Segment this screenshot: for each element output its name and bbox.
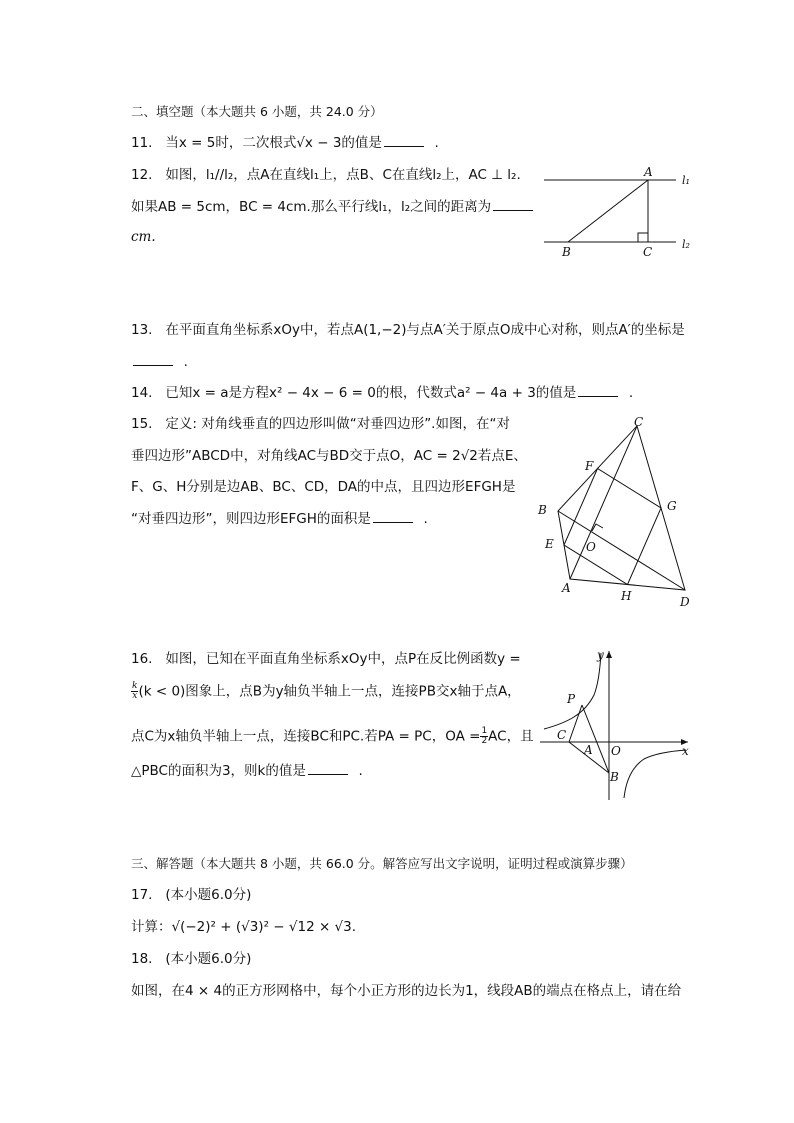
q14-answer-blank[interactable] — [578, 384, 618, 397]
q15-label-g: G — [667, 499, 677, 513]
q16-line-3a: 点C为x轴负半轴上一点，连接BC和PC.若PA = PC，OA = — [131, 728, 481, 745]
question-16-line-3 — [131, 727, 534, 746]
q12-line-1: 如图，l₁//l₂，点A在直线l₁上，点B、C在直线l₂上，AC ⊥ l₂. — [165, 167, 521, 183]
q15-label-c: C — [634, 415, 644, 429]
q13-answer-blank[interactable] — [133, 353, 173, 366]
q12-label-l1: l₁ — [682, 174, 690, 187]
question-16-line-2 — [131, 682, 521, 701]
q18-number: 18. — [131, 951, 153, 967]
q12-label-c: C — [643, 245, 653, 259]
q16-label-b: B — [610, 770, 619, 784]
q16-frac-den: x — [132, 691, 138, 701]
question-18-header — [131, 950, 251, 968]
q16-label-c: C — [557, 728, 567, 742]
q16-fraction-half — [480, 727, 488, 746]
q15-figure — [530, 414, 700, 614]
q16-label-x: x — [682, 744, 689, 758]
q12-answer-blank[interactable] — [493, 198, 533, 211]
q16-label-o: O — [611, 744, 621, 758]
q16-line-4: △PBC的面积为3，则k的值是 — [131, 763, 306, 779]
q16-frac2-num: 1 — [481, 726, 488, 736]
q12-figure — [538, 160, 698, 260]
q13-number: 13. — [131, 322, 153, 338]
q16-label-a: A — [584, 743, 593, 757]
q12-label-a: A — [644, 165, 653, 179]
section-3-heading: 三、解答题（本大题共 8 小题，共 66.0 分。解答应写出文字说明，证明过程或演算步骤） — [131, 856, 633, 871]
q16-frac-num: k — [132, 681, 138, 691]
q15-label-b: B — [538, 503, 547, 517]
q11-end: . — [434, 135, 439, 151]
q12-label-l2: l₂ — [682, 238, 690, 251]
q14-text: 已知x = a是方程x² − 4x − 6 = 0的根，代数式a² − 4a + 3的值是 — [165, 385, 577, 401]
question-16-line-1 — [131, 650, 521, 668]
section-2-heading: 二、填空题（本大题共 6 小题，共 24.0 分） — [131, 104, 383, 119]
q17-score: (本小题6.0分) — [165, 887, 252, 903]
q16-end: . — [358, 763, 363, 779]
q15-label-d: D — [680, 595, 690, 609]
question-12-line-1 — [131, 166, 521, 184]
question-16-line-4 — [131, 762, 363, 780]
q15-number: 15. — [131, 416, 153, 432]
q16-label-y: y — [597, 648, 604, 662]
q13-line-1: 在平面直角坐标系xOy中，若点A(1,−2)与点A′关于原点O成中心对称，则点A′的坐标是 — [165, 322, 685, 338]
question-13-line-2 — [131, 353, 188, 371]
q15-line-1: 定义: 对角线垂直的四边形叫做“对垂四边形”.如图，在“对 — [165, 416, 510, 432]
question-15-line-4 — [131, 510, 428, 528]
q11-answer-blank[interactable] — [384, 134, 424, 147]
q16-label-p: P — [567, 692, 576, 706]
q11-text: 当x = 5时，二次根式√x − 3的值是 — [165, 135, 382, 151]
q12-label-b: B — [562, 245, 571, 259]
q12-line-2: 如果AB = 5cm，BC = 4cm.那么平行线l₁，l₂之间的距离为 — [131, 199, 492, 215]
q17-number: 17. — [131, 887, 153, 903]
q14-end: . — [628, 385, 634, 401]
question-13-line-1 — [131, 321, 685, 339]
q15-label-o: O — [586, 540, 596, 554]
q16-line-2: (k < 0)图象上，点B为y轴负半轴上一点，连接PB交x轴于点A， — [138, 683, 521, 700]
q15-label-e: E — [545, 537, 554, 551]
question-12-line-3: cm. — [131, 229, 156, 245]
q16-line-3b: AC，且 — [488, 728, 534, 745]
question-15-line-3: F、G、H分别是边AB、BC、CD，DA的中点，且四边形EFGH是 — [131, 479, 516, 495]
q16-answer-blank[interactable] — [308, 762, 348, 775]
question-17-header — [131, 886, 251, 904]
question-18-line-1: 如图，在4 × 4的正方形网格中，每个小正方形的边长为1，线段AB的端点在格点上，请在给 — [131, 983, 682, 999]
q11-number: 11. — [131, 135, 153, 151]
q15-end: . — [423, 511, 428, 527]
q16-frac2-den: 2 — [481, 736, 488, 746]
q16-line-1: 如图，已知在平面直角坐标系xOy中，点P在反比例函数y = — [165, 651, 521, 667]
q15-answer-blank[interactable] — [373, 510, 413, 523]
question-15-line-1 — [131, 415, 510, 433]
question-17-calc: 计算：√(−2)² + (√3)² − √12 × √3. — [131, 919, 357, 935]
q15-label-f: F — [585, 459, 594, 473]
q16-figure — [536, 645, 696, 805]
q15-label-h: H — [621, 589, 632, 603]
question-11 — [131, 134, 439, 152]
question-14 — [131, 384, 633, 402]
q16-number: 16. — [131, 651, 153, 667]
q18-score: (本小题6.0分) — [165, 951, 252, 967]
q13-end: . — [183, 354, 188, 370]
q15-line-4: “对垂四边形”，则四边形EFGH的面积是 — [131, 511, 371, 527]
question-12-line-2 — [131, 198, 535, 216]
q15-label-a: A — [562, 581, 571, 595]
question-15-line-2: 垂四边形”ABCD中，对角线AC与BD交于点O，AC = 2√2若点E、 — [131, 448, 527, 464]
q12-number: 12. — [131, 167, 153, 183]
q14-number: 14. — [131, 385, 153, 401]
